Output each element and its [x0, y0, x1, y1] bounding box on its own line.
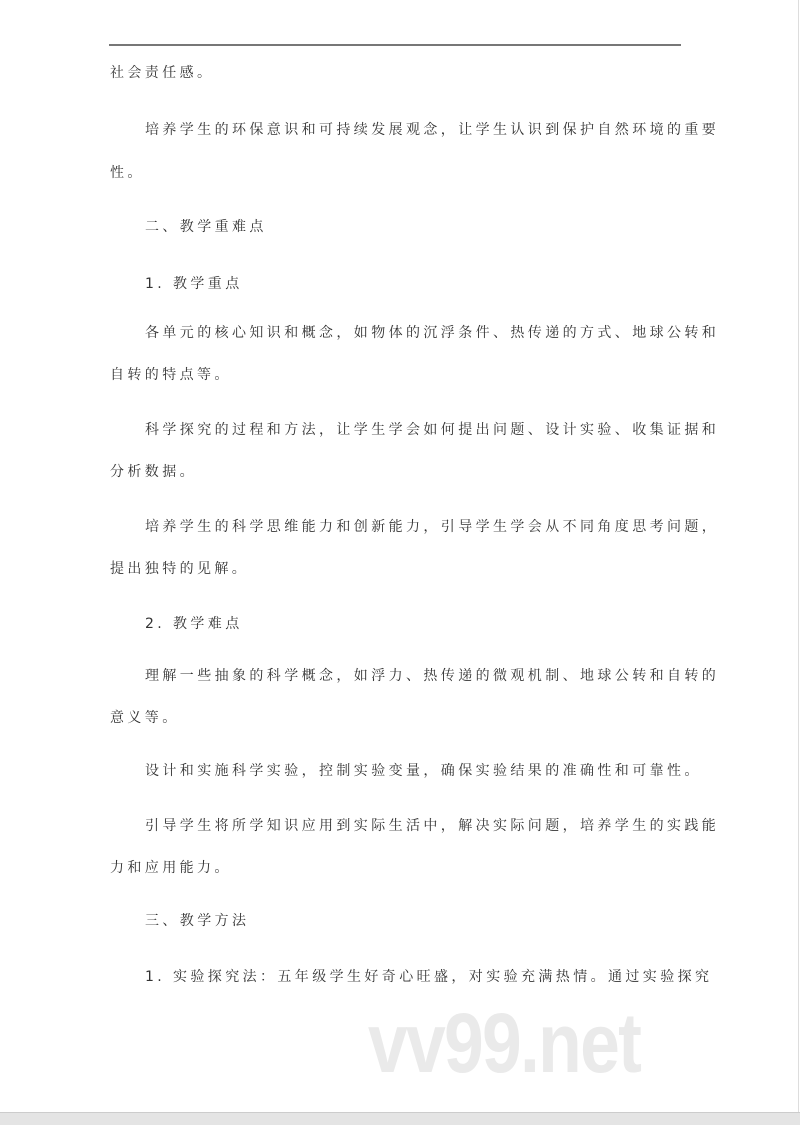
paragraph-line: 意义等。 — [110, 710, 180, 726]
paragraph-line: 科学探究的过程和方法，让学生学会如何提出问题、设计实验、收集证据和 — [145, 422, 720, 438]
section-heading: 二、教学重难点 — [145, 219, 267, 235]
paragraph-line: 培养学生的环保意识和可持续发展观念，让学生认识到保护自然环境的重要 — [145, 122, 720, 138]
page-gap — [0, 1112, 800, 1126]
paragraph-line: 力和应用能力。 — [110, 860, 232, 876]
paragraph-line: 分析数据。 — [110, 464, 197, 480]
section-heading: 三、教学方法 — [145, 913, 250, 929]
paragraph-line: 理解一些抽象的科学概念，如浮力、热传递的微观机制、地球公转和自转的 — [145, 668, 720, 684]
paragraph-line: 自转的特点等。 — [110, 367, 232, 383]
paragraph-line: 性。 — [110, 165, 145, 181]
subsection-heading: 2. 教学难点 — [145, 616, 243, 632]
header-rule — [109, 44, 681, 46]
paragraph-line: 提出独特的见解。 — [110, 561, 250, 577]
subsection-heading: 1. 教学重点 — [145, 276, 243, 292]
next-page — [0, 1125, 800, 1137]
paragraph-line: 培养学生的科学思维能力和创新能力，引导学生学会从不同角度思考问题， — [145, 519, 720, 535]
paragraph-line: 引导学生将所学知识应用到实际生活中，解决实际问题，培养学生的实践能 — [145, 818, 720, 834]
paragraph-line: 设计和实施科学实验，控制实验变量，确保实验结果的准确性和可靠性。 — [145, 763, 702, 779]
paragraph-line: 1. 实验探究法：五年级学生好奇心旺盛，对实验充满热情。通过实验探究 — [145, 969, 713, 985]
paragraph-line: 社会责任感。 — [110, 65, 215, 81]
paragraph-line: 各单元的核心知识和概念，如物体的沉浮条件、热传递的方式、地球公转和 — [145, 325, 720, 341]
watermark: vv99.net — [368, 996, 641, 1090]
